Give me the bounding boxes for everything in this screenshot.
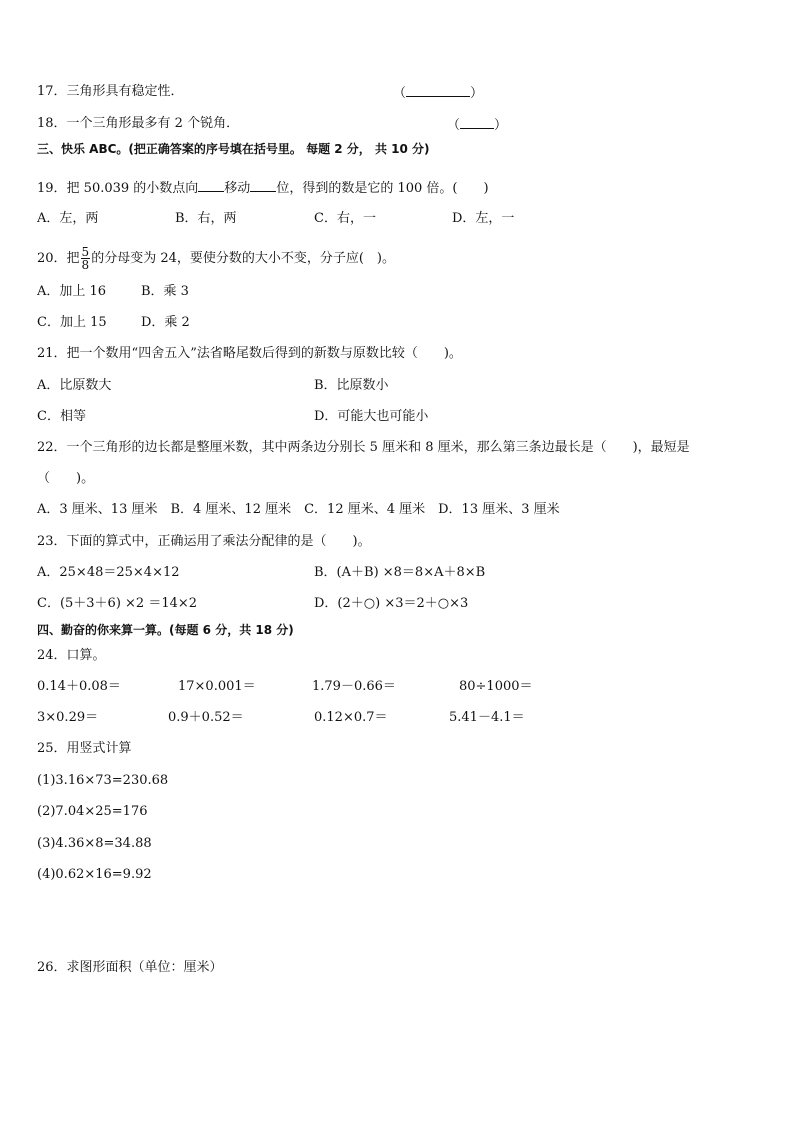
question-20-option-d[interactable]: D．乘 2	[141, 315, 190, 330]
vertical-calc-item: (2)7.04×25=176	[37, 804, 148, 819]
question-22-options[interactable]: A．3 厘米、13 厘米 B．4 厘米、12 厘米 C．12 厘米、4 厘米 D．13 厘米、3 厘米	[37, 502, 560, 517]
question-21-option-a[interactable]: A．比原数大	[37, 378, 112, 393]
oral-calc-item: 0.9＋0.52＝	[168, 710, 244, 725]
question-20-option-b[interactable]: B．乘 3	[141, 284, 189, 299]
question-20: 20．把 $\frac{5}{8}$ 的分母变为 24，要使分数的大小不变，分子应( )。	[37, 245, 396, 272]
question-18-text: 18．一个三角形最多有 2 个锐角．	[37, 116, 240, 131]
question-19-option-c[interactable]: C．右，一	[314, 211, 376, 226]
question-17-text: 17．三角形具有稳定性．	[37, 84, 184, 99]
question-19: 19．把 50.039 的小数点向 移动 位，得到的数是它的 100 倍。( )	[37, 181, 489, 196]
question-25-title: 25．用竖式计算	[37, 741, 132, 756]
oral-calc-item: 1.79－0.66＝	[312, 679, 396, 694]
oral-calc-item: 17×0.001＝	[178, 679, 256, 694]
question-20-option-c[interactable]: C．加上 15	[37, 315, 107, 330]
section-3-title: 三、快乐 ABC。(把正确答案的序号填在括号里。 每题 2 分， 共 10 分)	[37, 142, 430, 156]
section-4-title: 四、勤奋的你来算一算。(每题 6 分，共 18 分)	[37, 623, 294, 637]
question-19-option-d[interactable]: D．左，一	[452, 211, 515, 226]
question-26-title: 26．求图形面积（单位：厘米）	[37, 960, 223, 975]
answer-blank[interactable]	[460, 116, 494, 129]
question-21-option-b[interactable]: B．比原数小	[314, 378, 389, 393]
question-23-option-b[interactable]: B．(A＋B) ×8＝8×A＋8×B	[314, 565, 486, 580]
answer-blank[interactable]	[406, 84, 470, 97]
question-17-answer-paren: （ ）	[393, 86, 484, 101]
vertical-calc-item: (1)3.16×73=230.68	[37, 773, 169, 788]
question-22-line-2: （ )。	[37, 471, 95, 486]
question-20-option-a[interactable]: A．加上 16	[37, 284, 107, 299]
question-23-option-a[interactable]: A．25×48＝25×4×12	[37, 565, 180, 580]
question-17	[37, 84, 184, 100]
question-22-line-1: 22．一个三角形的边长都是整厘米数，其中两条边分别长 5 厘米和 8 厘米，那么第三条边最长是（ )，最短是	[37, 440, 690, 455]
oral-calc-item: 3×0.29＝	[37, 710, 99, 725]
oral-calc-item: 0.14＋0.08＝	[37, 679, 121, 694]
oral-calc-item: 5.41－4.1＝	[449, 710, 525, 725]
question-21: 21．把一个数用“四舍五入”法省略尾数后得到的新数与原数比较（ )。	[37, 346, 462, 361]
oral-calc-item: 80÷1000＝	[459, 679, 533, 694]
question-19-option-a[interactable]: A．左，两	[37, 211, 99, 226]
question-23-option-c[interactable]: C．(5＋3＋6) ×2 ＝14×2	[37, 596, 198, 611]
question-18-answer-paren: （ ）	[447, 118, 508, 133]
oral-calc-item: 0.12×0.7＝	[314, 710, 388, 725]
question-24-title: 24．口算。	[37, 648, 106, 663]
question-18	[37, 116, 239, 132]
answer-blank[interactable]	[198, 179, 224, 192]
vertical-calc-item: (4)0.62×16=9.92	[37, 867, 152, 882]
fraction: $\frac{5}{8}$	[81, 245, 90, 272]
question-23: 23．下面的算式中，正确运用了乘法分配律的是（ )。	[37, 534, 371, 549]
question-19-option-b[interactable]: B．右，两	[175, 211, 237, 226]
question-21-option-d[interactable]: D．可能大也可能小	[314, 409, 429, 424]
question-23-option-d[interactable]: D．(2＋○) ×3＝2＋○×3	[314, 596, 469, 611]
vertical-calc-item: (3)4.36×8=34.88	[37, 836, 152, 851]
question-21-option-c[interactable]: C．相等	[37, 409, 86, 424]
answer-blank[interactable]	[250, 179, 276, 192]
